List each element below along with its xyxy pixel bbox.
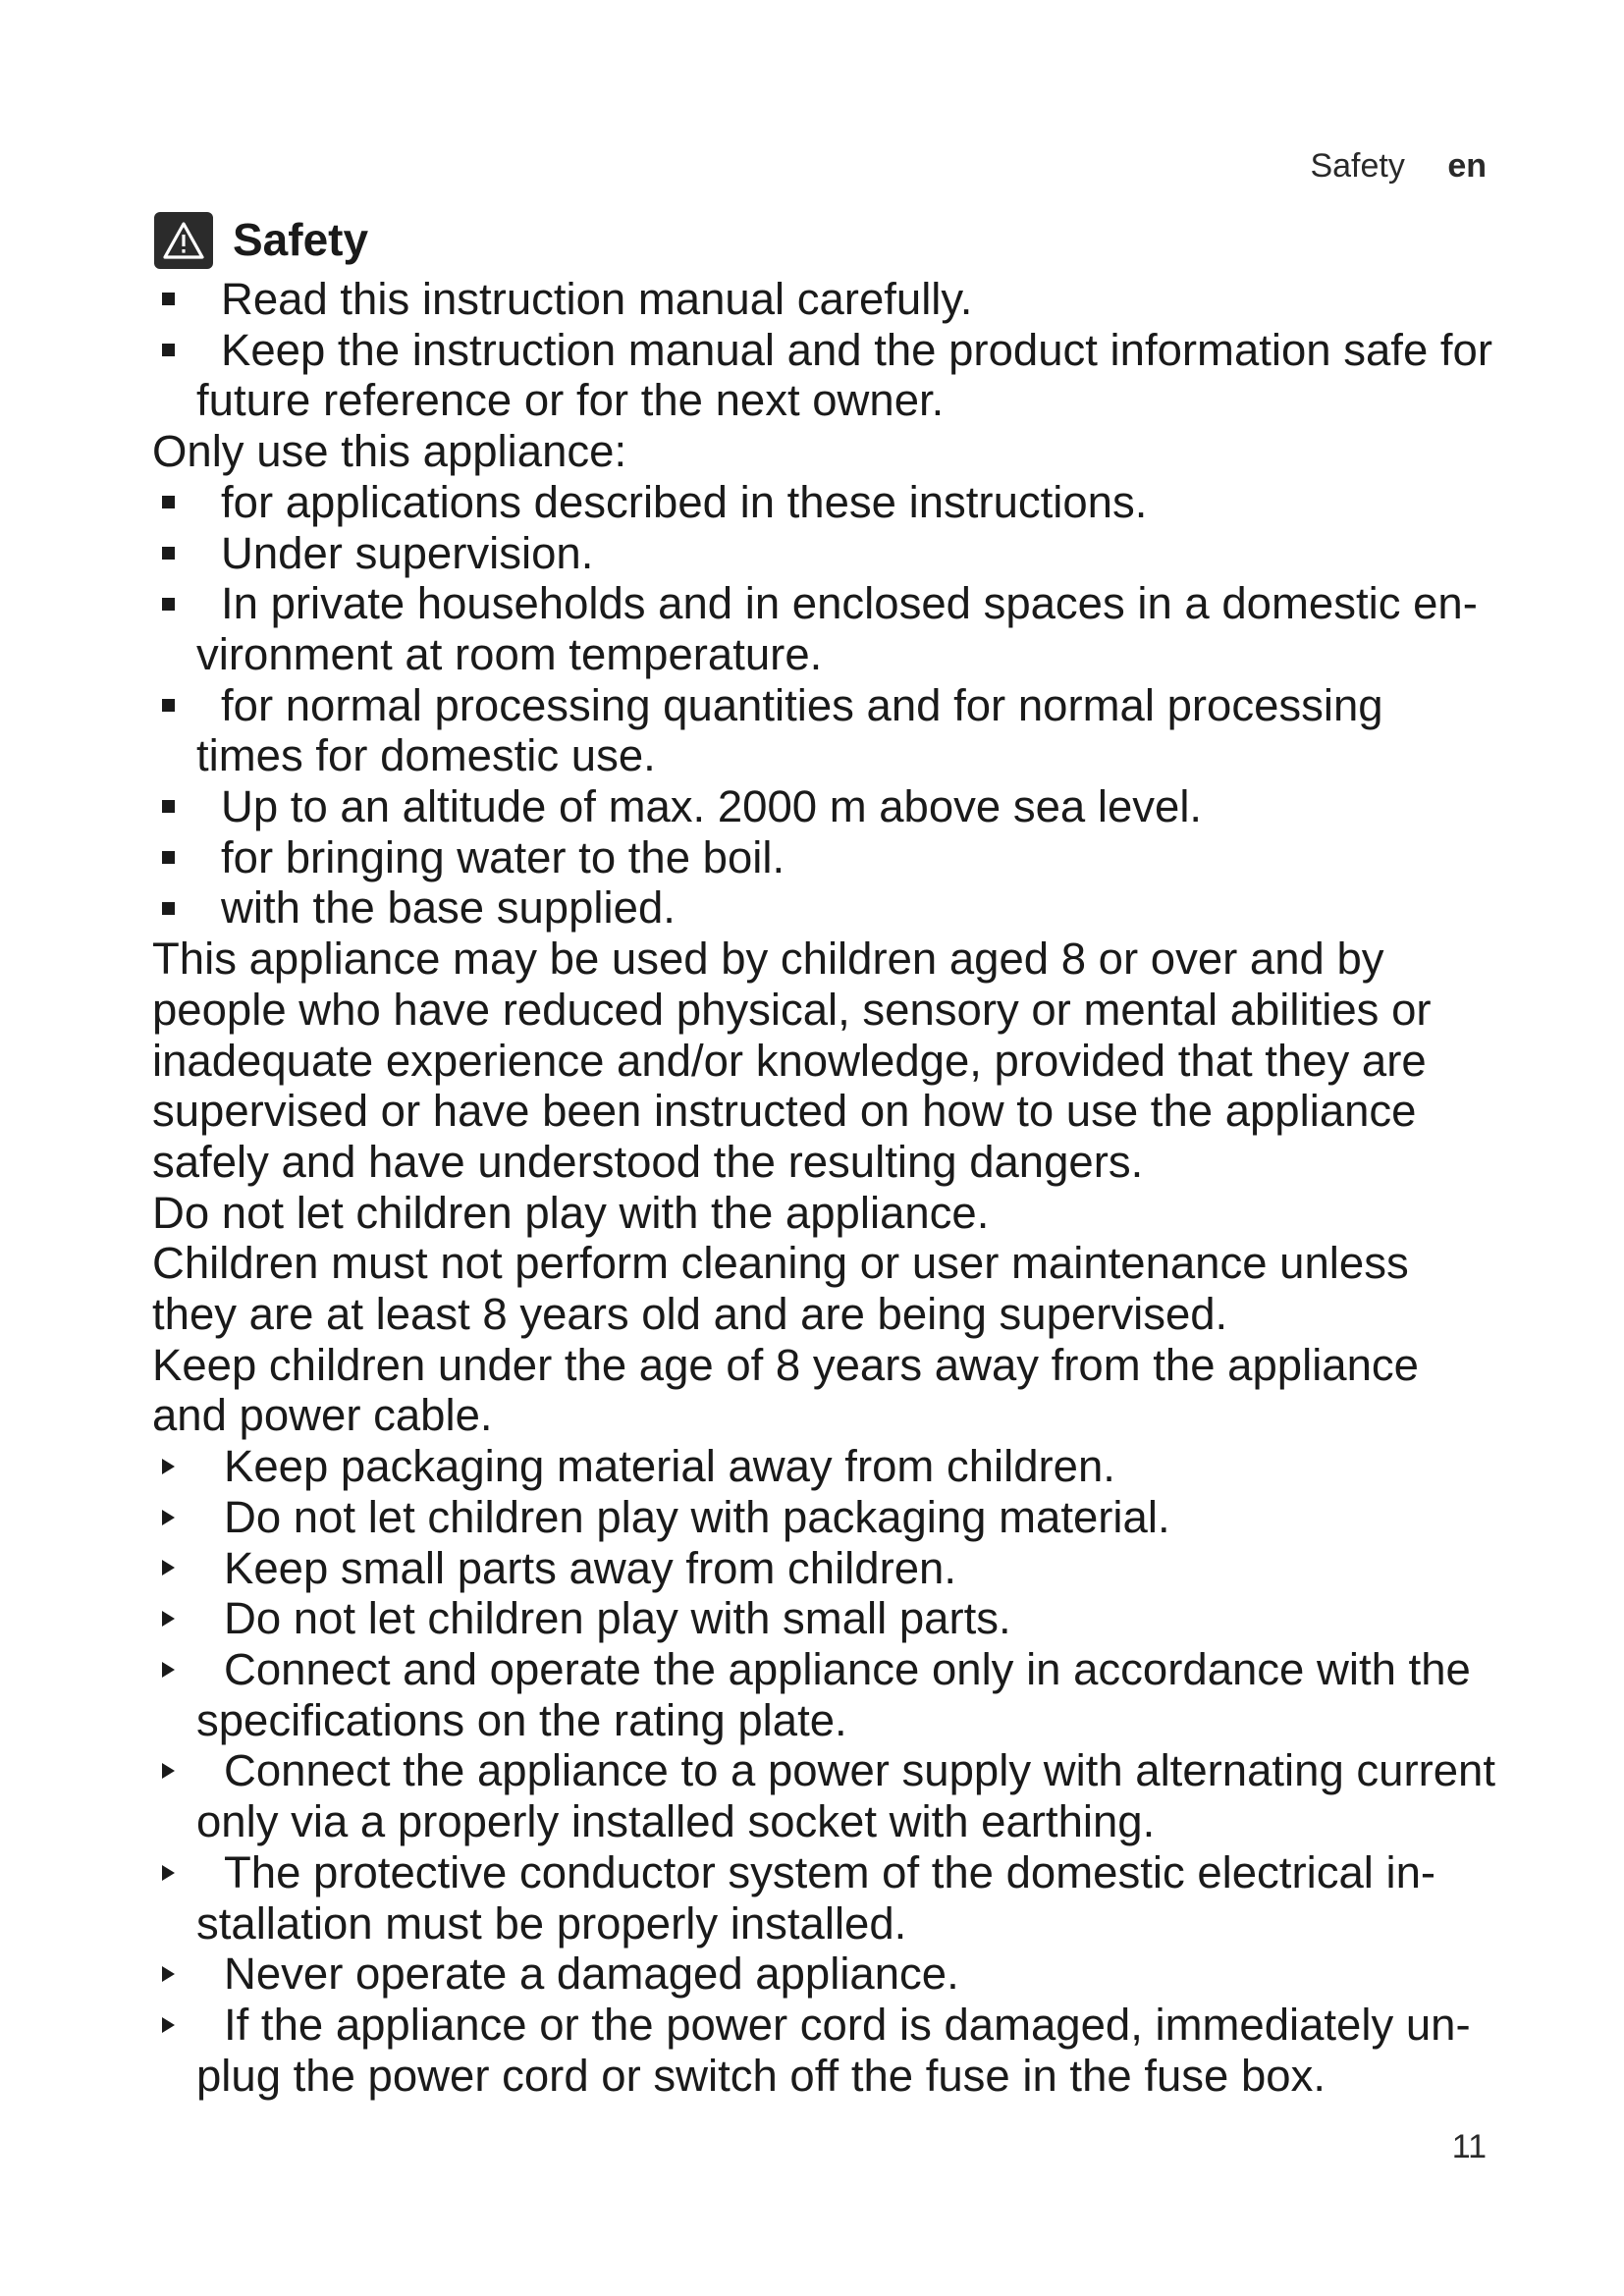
list-item <box>152 274 1527 325</box>
section-title: Safety <box>233 214 369 266</box>
list-item-text: Keep the instruction manual and the product information safe for <box>221 324 1492 375</box>
list-item-text: Never operate a damaged appliance. <box>224 1949 959 2000</box>
section-heading <box>154 211 1527 270</box>
paragraph-line: they are at least 8 years old and are being supervised. <box>152 1289 1228 1340</box>
list-item <box>152 680 1527 731</box>
square-bullet-icon <box>162 832 191 883</box>
paragraph-line: Do not let children play with the appliance. <box>152 1187 990 1238</box>
warning-triangle-icon <box>154 212 213 269</box>
list-item-text: Do not let children play with small parts. <box>224 1593 1011 1644</box>
list-item-text: times for domestic use. <box>196 730 656 781</box>
triangle-bullet-icon <box>162 1949 191 2000</box>
paragraph-line: safely and have understood the resulting dangers. <box>152 1136 1144 1187</box>
list-item <box>152 477 1527 528</box>
triangle-bullet-icon <box>162 1492 191 1543</box>
list-item <box>152 1847 1527 1898</box>
list-item-text: only via a properly installed socket with earthing. <box>196 1796 1156 1847</box>
triangle-bullet-icon <box>162 1847 191 1898</box>
list-item <box>152 578 1527 629</box>
list-item-text: stallation must be properly installed. <box>196 1897 907 1949</box>
list-item <box>152 1644 1527 1695</box>
triangle-bullet-icon <box>162 1593 191 1644</box>
list-item-text: specifications on the rating plate. <box>196 1694 847 1745</box>
header-section-title: Safety <box>1310 147 1405 185</box>
list-item-continuation <box>152 1898 1527 1949</box>
square-bullet-icon <box>162 882 191 934</box>
header-language-code: en <box>1447 147 1487 185</box>
list-item <box>152 2000 1527 2051</box>
running-header <box>1310 147 1487 186</box>
safety-text <box>152 274 1527 2101</box>
list-item <box>152 1949 1527 2000</box>
paragraph-line: supervised or have been instructed on how to use the appliance <box>152 1086 1417 1137</box>
list-item-text: for normal processing quantities and for normal processing <box>221 679 1383 730</box>
paragraph-line: Children must not perform cleaning or user maintenance unless <box>152 1238 1409 1289</box>
square-bullet-icon <box>162 477 191 528</box>
triangle-bullet-icon <box>162 2000 191 2051</box>
list-item-text: Connect and operate the appliance only in accordance with the <box>224 1643 1471 1694</box>
list-item <box>152 1543 1527 1594</box>
list-item-text: If the appliance or the power cord is damaged, immediately un- <box>224 1999 1471 2050</box>
triangle-bullet-icon <box>162 1644 191 1695</box>
list-item-text: Up to an altitude of max. 2000 m above sea level. <box>221 781 1203 832</box>
paragraph-line: This appliance may be used by children aged 8 or over and by <box>152 934 1384 985</box>
list-item-continuation <box>152 1695 1527 1746</box>
square-bullet-icon <box>162 274 191 325</box>
list-item <box>152 832 1527 883</box>
list-item <box>152 528 1527 579</box>
list-item <box>152 325 1527 376</box>
list-item-continuation <box>152 2051 1527 2102</box>
list-item <box>152 781 1527 832</box>
square-bullet-icon <box>162 528 191 579</box>
list-item-text: In private households and in enclosed spaces in a domestic en- <box>221 578 1478 629</box>
paragraph-line: Only use this appliance: <box>152 426 627 477</box>
triangle-bullet-icon <box>162 1745 191 1796</box>
list-item-continuation <box>152 730 1527 781</box>
list-item-text: future reference or for the next owner. <box>196 375 945 426</box>
list-item-continuation <box>152 375 1527 426</box>
paragraph-line: Keep children under the age of 8 years away from the appliance <box>152 1339 1419 1390</box>
list-item <box>152 1492 1527 1543</box>
square-bullet-icon <box>162 578 191 629</box>
square-bullet-icon <box>162 680 191 731</box>
list-item-text: for bringing water to the boil. <box>221 831 785 882</box>
paragraph-line: inadequate experience and/or knowledge, provided that they are <box>152 1035 1427 1086</box>
paragraph-line: and power cable. <box>152 1390 493 1441</box>
list-item-text: vironment at room temperature. <box>196 628 823 679</box>
list-item-text: Under supervision. <box>221 527 594 578</box>
paragraph-line: people who have reduced physical, sensory or mental abilities or <box>152 984 1432 1035</box>
list-item-text: Keep small parts away from children. <box>224 1542 956 1593</box>
list-item-text: plug the power cord or switch off the fuse in the fuse box. <box>196 2050 1326 2101</box>
list-item <box>152 1593 1527 1644</box>
list-item <box>152 1441 1527 1492</box>
triangle-bullet-icon <box>162 1441 191 1492</box>
square-bullet-icon <box>162 325 191 376</box>
page-number: 11 <box>1451 2128 1487 2165</box>
list-item-text: Read this instruction manual carefully. <box>221 274 973 324</box>
list-item-text: Keep packaging material away from children. <box>224 1441 1115 1492</box>
list-item-text: with the base supplied. <box>221 882 676 934</box>
list-item-text: Do not let children play with packaging material. <box>224 1491 1170 1542</box>
list-item-continuation <box>152 1796 1527 1847</box>
square-bullet-icon <box>162 781 191 832</box>
list-item-text: for applications described in these instructions. <box>221 476 1148 527</box>
list-item <box>152 882 1527 934</box>
safety-section <box>152 211 1527 2101</box>
list-item <box>152 1745 1527 1796</box>
triangle-bullet-icon <box>162 1543 191 1594</box>
list-item-text: Connect the appliance to a power supply with alternating current <box>224 1745 1495 1796</box>
list-item-continuation <box>152 629 1527 680</box>
list-item-text: The protective conductor system of the domestic electrical in- <box>224 1846 1436 1897</box>
